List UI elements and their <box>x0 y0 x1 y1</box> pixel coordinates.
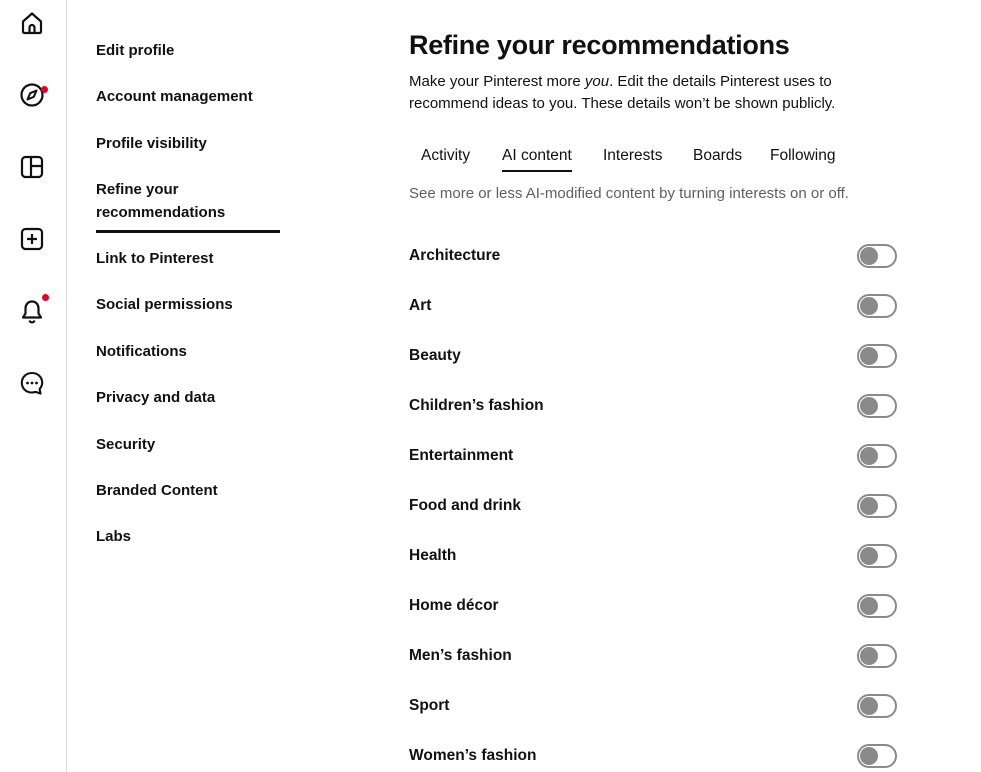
settings-nav-privacy-and-data[interactable]: Privacy and data <box>96 389 216 406</box>
description-before: Make your Pinterest more <box>409 73 585 90</box>
tab-activity[interactable]: Activity <box>421 147 471 164</box>
tab-following[interactable]: Following <box>770 147 836 164</box>
description-emphasis: you <box>584 73 610 90</box>
toggle-knob <box>860 297 878 315</box>
interest-row-entertainment <box>409 442 899 470</box>
interest-label: Health <box>409 547 457 564</box>
interest-label: Food and drink <box>409 497 521 514</box>
settings-nav-labs[interactable]: Labs <box>96 528 132 545</box>
interest-toggle-children-s-fashion[interactable] <box>857 394 897 418</box>
tab-interests[interactable]: Interests <box>603 147 663 164</box>
plus-square-icon <box>19 226 45 252</box>
interest-label: Entertainment <box>409 447 514 464</box>
interest-row-children-s-fashion <box>409 392 899 420</box>
interest-label: Children’s fashion <box>409 397 544 414</box>
settings-nav-link-to-pinterest[interactable]: Link to Pinterest <box>96 250 214 267</box>
toggle-knob <box>860 697 878 715</box>
explore-button[interactable] <box>12 75 52 115</box>
settings-nav-security[interactable]: Security <box>96 436 156 453</box>
settings-nav-account-management[interactable]: Account management <box>96 88 253 105</box>
icon-rail <box>0 0 67 772</box>
toggle-knob <box>860 347 878 365</box>
interest-row-beauty <box>409 342 899 370</box>
settings-nav-profile-visibility[interactable]: Profile visibility <box>96 135 207 152</box>
messages-button[interactable] <box>12 363 52 403</box>
toggle-knob <box>860 647 878 665</box>
description-after: . Edit the details Pinterest uses to recommend ideas to you. These details won’t be shown publicly. <box>409 73 836 112</box>
interest-toggle-beauty[interactable] <box>857 344 897 368</box>
interest-row-health <box>409 542 899 570</box>
interest-row-home-d-cor <box>409 592 899 620</box>
interest-row-architecture <box>409 242 899 270</box>
toggle-knob <box>860 447 878 465</box>
toggle-knob <box>860 247 878 265</box>
settings-nav-branded-content[interactable]: Branded Content <box>96 482 218 499</box>
interest-row-art <box>409 292 899 320</box>
interest-row-women-s-fashion <box>409 742 899 770</box>
page-title: Refine your recommendations <box>409 30 790 60</box>
tab-boards[interactable]: Boards <box>693 147 743 164</box>
compass-icon <box>19 82 45 108</box>
settings-nav-refine-recommendations[interactable]: Refine your recommendations <box>96 178 280 233</box>
interest-label: Architecture <box>409 247 501 264</box>
interest-toggle-sport[interactable] <box>857 694 897 718</box>
page-description <box>409 71 889 115</box>
interest-label: Art <box>409 297 432 314</box>
create-button[interactable] <box>12 219 52 259</box>
interest-toggle-men-s-fashion[interactable] <box>857 644 897 668</box>
interest-toggle-women-s-fashion[interactable] <box>857 744 897 768</box>
toggle-knob <box>860 397 878 415</box>
interest-label: Men’s fashion <box>409 647 512 664</box>
boards-button[interactable] <box>12 147 52 187</box>
toggle-knob <box>860 597 878 615</box>
toggle-knob <box>860 547 878 565</box>
home-button[interactable] <box>12 3 52 43</box>
interest-toggle-art[interactable] <box>857 294 897 318</box>
notifications-badge <box>42 294 49 301</box>
interest-toggle-health[interactable] <box>857 544 897 568</box>
toggle-knob <box>860 497 878 515</box>
home-icon <box>19 10 45 36</box>
interest-row-men-s-fashion <box>409 642 899 670</box>
interest-label: Beauty <box>409 347 461 364</box>
interest-row-food-and-drink <box>409 492 899 520</box>
interest-toggle-food-and-drink[interactable] <box>857 494 897 518</box>
settings-nav-edit-profile[interactable]: Edit profile <box>96 42 175 59</box>
chat-bubble-icon <box>19 370 45 396</box>
interest-toggle-home-d-cor[interactable] <box>857 594 897 618</box>
interest-label: Women’s fashion <box>409 747 537 764</box>
interest-row-sport <box>409 692 899 720</box>
tab-ai-content[interactable]: AI content <box>502 145 572 172</box>
explore-badge <box>41 86 48 93</box>
interest-toggle-architecture[interactable] <box>857 244 897 268</box>
settings-nav-social-permissions[interactable]: Social permissions <box>96 296 233 313</box>
interest-label: Home décor <box>409 597 499 614</box>
interest-toggle-entertainment[interactable] <box>857 444 897 468</box>
toggle-knob <box>860 747 878 765</box>
interest-label: Sport <box>409 697 450 714</box>
boards-icon <box>19 154 45 180</box>
settings-nav-notifications[interactable]: Notifications <box>96 343 187 360</box>
recommendation-tabs <box>421 145 891 175</box>
ai-content-help-text: See more or less AI-modified content by turning interests on or off. <box>409 185 849 202</box>
bell-icon <box>19 298 45 324</box>
notifications-button[interactable] <box>12 291 52 331</box>
